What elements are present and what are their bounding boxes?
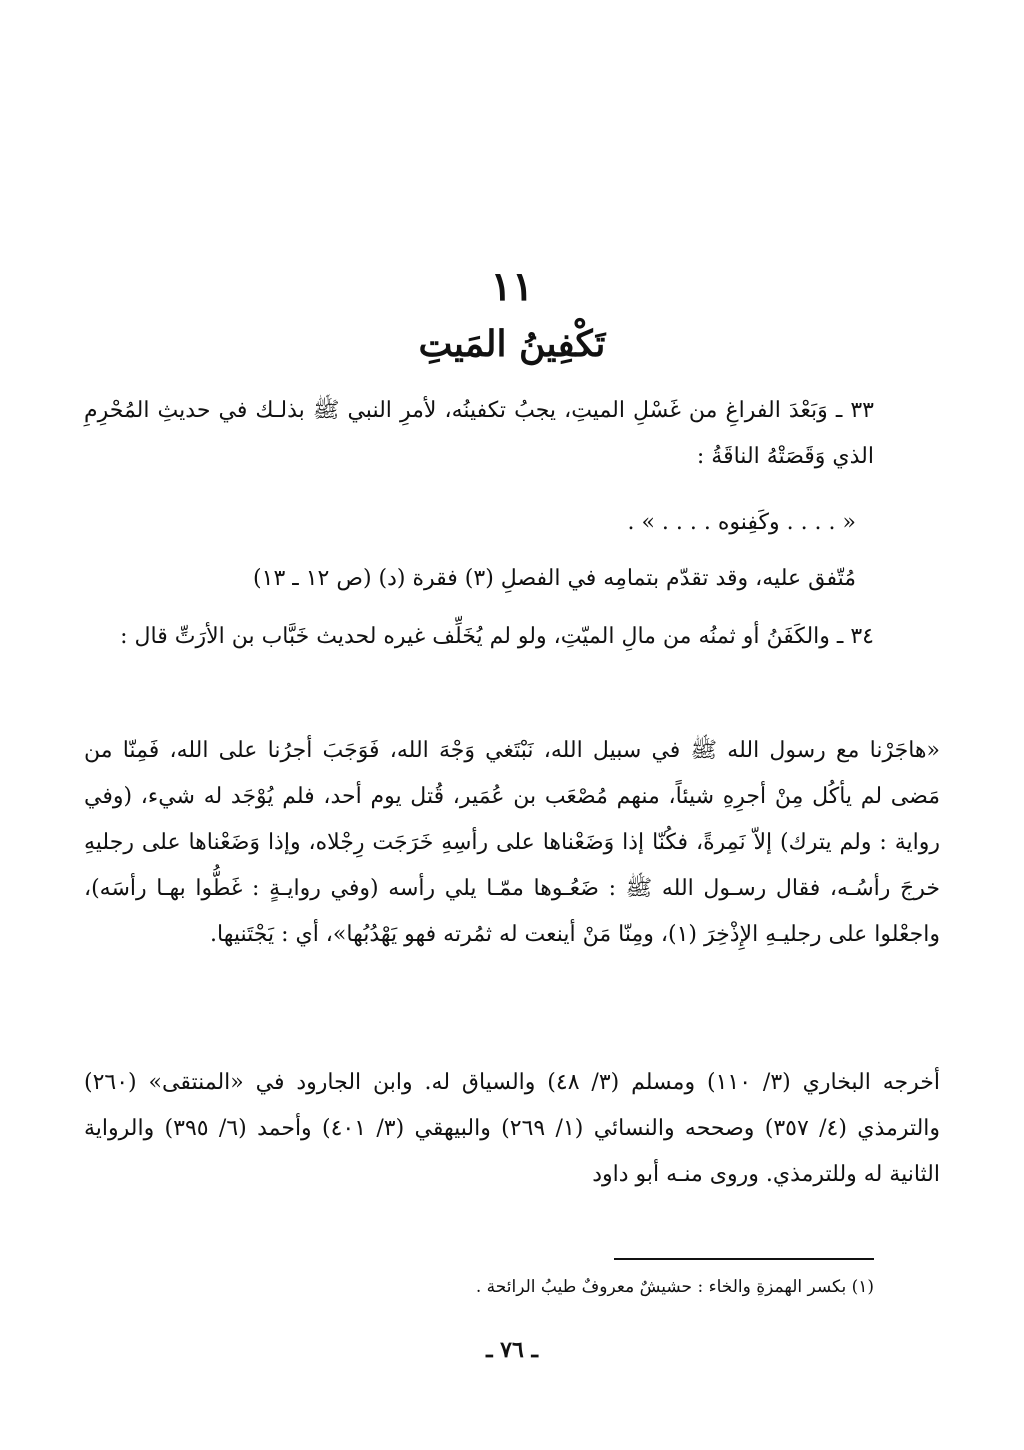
chapter-number: ١١ [490, 263, 534, 310]
page-number: ـ ٧٦ ـ [486, 1337, 538, 1363]
paragraph-33: ٣٣ ـ وَبَعْدَ الفراغِ من غَسْلِ الميتِ، يجبُ تكفينُه، لأمرِ النبي ﷺ بذلـك في حديثِ المُحْرِمِ الذي وَقَصَتْهُ الناقَةُ : [84, 398, 874, 469]
chapter-title: تَكْفِينُ المَيتِ [418, 323, 606, 365]
footnote: (١) بكسر الهمزةِ والخاء : حشيشٌ معروفٌ طيبُ الرائحة . [475, 1277, 874, 1297]
hadith-quote-shroud: « . . . . وكَفِنوه . . . . » . [627, 510, 856, 535]
takhrij-agreed: مُتّفق عليه، وقد تقدّم بتمامِه في الفصلِ (٣) فقرة (د) (ص ١٢ ـ ١٣) [253, 566, 856, 591]
footnote-divider [614, 1258, 874, 1260]
paragraph-34: ٣٤ ـ والكَفَنُ أو ثمنُه من مالِ الميّتِ، ولو لم يُخَلِّف غيره لحديث خَبَّاب بن الأرَتِّ قال : [120, 624, 874, 649]
takhrij-references: أخرجه البخاري (٣/ ١١٠) ومسلم (٣/ ٤٨) والسياق له. وابن الجارود في «المنتقى» (٢٦٠) والترمذي (٤/ ٣٥٧) وصححه والنسائي (١/ ٢٦٩) والبيهقي (٣/ ٤٠١) وأحمد (٦/ ٣٩٥) والرواية الثانية له وللترمذي. وروى منـه أبو داود [84, 1070, 941, 1187]
hadith-khabbab: «هاجَرْنا مع رسول الله ﷺ في سبيل الله، نَبْتَغي وَجْهَ الله، فَوَجَبَ أجرُنا على الله، فَمِنّا من مَضى لم يأكُل مِنْ أجرِهِ شيئاً، منهم مُصْعَب بن عُمَير، قُتل يوم أحد، فلم يُوْجَد له شيء، (وفي رواية : ولم يترك) إلاّ نَمِرةً، فكُنّا إذا وَضَعْناها على رأسِهِ خَرَجَت رِجْلاه، وإذا وَضَعْناها على رجليهِ خرجَ رأسُـه، فقال رسـول الله ﷺ : ضَعُـوها ممّـا يلي رأسه (وفي روايـةٍ : غَطُّوا بهـا رأسَه)، واجعْلوا على رجليـهِ الإِذْخِرَ (١)، ومِنّا مَنْ أينعت له ثمُرته فهو يَهْدُبُها»، أي : يَجْتَنيها. [84, 738, 940, 947]
